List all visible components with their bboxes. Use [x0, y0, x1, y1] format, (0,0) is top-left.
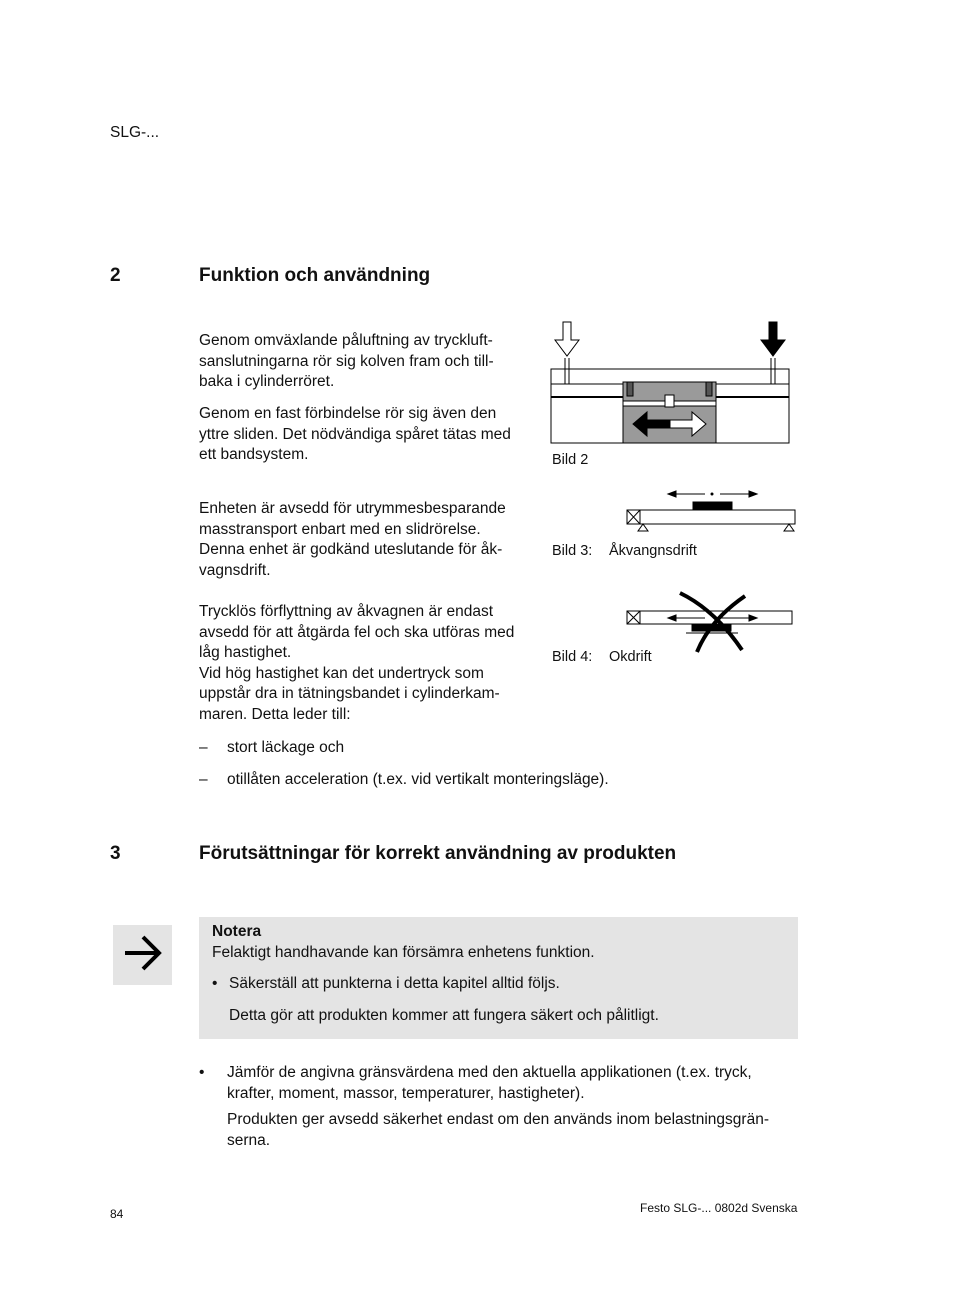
figure-caption: Åkvangnsdrift — [609, 543, 697, 559]
note-followup: Detta gör att produkten kommer att fungera säkert och pålitligt. — [229, 1007, 659, 1024]
figure-caption: Okdrift — [609, 649, 652, 665]
note-icon-box — [113, 925, 172, 985]
running-header: SLG-... — [110, 124, 160, 141]
list-item: otillåten acceleration (t.ex. vid vertikalt monteringsläge). — [227, 771, 609, 788]
page-number: 84 — [110, 1207, 124, 1221]
figure-cylinder — [551, 322, 789, 443]
list-item: stort läckage och — [227, 739, 345, 756]
arrow-right-icon — [113, 925, 172, 985]
paragraph: Genom omväxlande påluftning av tryckluft- sanslutningarna rör sig kolven fram och till- baka i cylinderröret. — [199, 332, 494, 390]
bullet-item: Jämför de angivna gränsvärdena med den aktuella applikationen (t.ex. tryck, krafter, moment, massor, temperaturer, hastigheter). — [227, 1064, 752, 1102]
list-marker: – — [199, 771, 208, 788]
figure-yoke-mode-forbidden — [627, 593, 792, 652]
bullet-followup: Produkten ger avsedd säkerhet endast om den används inom belastningsgrän- serna. — [227, 1111, 769, 1149]
bullet-marker: • — [212, 975, 218, 992]
section-number: 2 — [110, 265, 121, 286]
note-title: Notera — [212, 923, 262, 940]
figure-label: Bild 3: — [552, 543, 593, 559]
paragraph: Genom en fast förbindelse rör sig även den yttre sliden. Det nödvändiga spåret tätas med ett bandsystem. — [199, 405, 511, 463]
paragraph: Trycklös förflyttning av åkvagnen är endast avsedd för att åtgärda fel och ska utföras med låg hastighet. Vid hög hastighet kan det undertryck som uppstår dra in tätningsbandet i cylinderkam- maren. Detta leder till: — [199, 603, 515, 723]
footer-doc: Festo SLG-... 0802d Svenska — [640, 1201, 798, 1215]
section-title: Funktion och användning — [199, 265, 431, 286]
arrow-down-outline-icon — [555, 322, 579, 356]
figure-label: Bild 2 — [552, 452, 589, 468]
paragraph: Enheten är avsedd för utrymmesbesparande masstransport enbart med en slidrörelse. Denna enhet är godkänd uteslutande för åk- vagnsdrift. — [199, 500, 506, 579]
arrow-down-solid-icon — [761, 322, 785, 356]
figure-carriage-mode — [627, 491, 795, 531]
section-number: 3 — [110, 843, 121, 864]
list-marker: – — [199, 739, 208, 756]
note-text: Felaktigt handhavande kan försämra enhetens funktion. — [212, 944, 595, 961]
section-title: Förutsättningar för korrekt användning av produkten — [199, 843, 677, 864]
note-bullet: Säkerställ att punkterna i detta kapitel alltid följs. — [229, 975, 560, 992]
bullet-marker: • — [199, 1064, 205, 1081]
figure-label: Bild 4: — [552, 649, 593, 665]
